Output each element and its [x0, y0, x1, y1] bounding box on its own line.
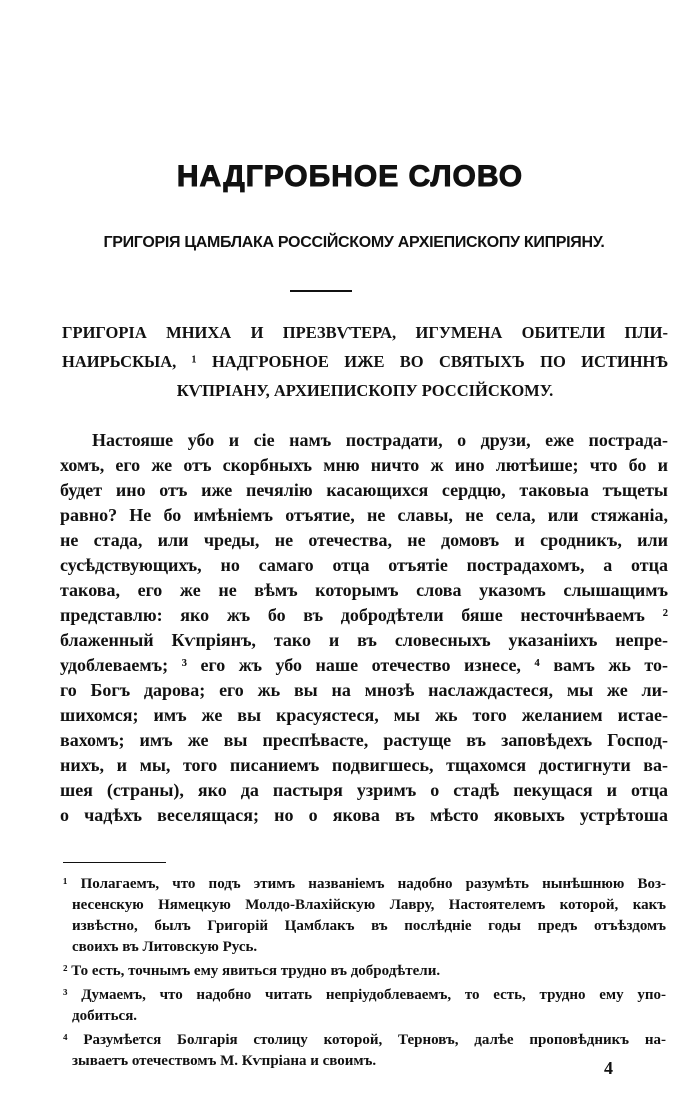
body-line: блаженный Кѵпріянъ, тако и въ словесныхъ указаніихъ непре-	[60, 630, 668, 650]
body-line: будет ино отъ иже печялію касающихся сердцю, таковыа тъщеты	[60, 480, 668, 500]
body-line: не стада, или чреды, не отечества, не домовъ и сродникъ, или	[60, 530, 668, 550]
document-subtitle	[44, 228, 664, 258]
footnote-1-line: извѣстно, былъ Григорій Цамблакъ въ послѣдніе годы предъ отъѣздомъ	[72, 918, 666, 934]
body-line: представлю: яко жъ бо въ добродѣтели бяше несточнѣваемъ ²	[60, 605, 668, 625]
footnote-2-line: ² То есть, точнымъ ему явиться трудно въ добродѣтели.	[63, 963, 441, 979]
body-line: о чадѣхъ веселящася; но о якова въ мѣсто яковыхъ устрѣтоша	[60, 805, 668, 825]
footnote-3-line: ³ Думаемъ, что надобно читать непріудоблеваемъ, то есть, трудно ему упо-	[63, 987, 666, 1003]
body-line: шихомся; имъ же вы красуястеся, мы жь того желанием истае-	[60, 705, 668, 725]
page-number: 4	[604, 1058, 613, 1078]
body-line: удоблеваемъ; ³ его жъ убо наше отечество изнесе, ⁴ вамъ жь то-	[60, 655, 668, 675]
heading-line: ГРИГОРІА МНИХА И ПРЕЗВѴТЕРА, ИГУМЕНА ОБИТЕЛИ ПЛИ-	[62, 323, 668, 342]
footnote-4-line: ⁴ Разумѣется Болгарія столицу которой, Терновъ, далѣе проповѣдникъ на-	[63, 1032, 666, 1048]
footnote-1-line: несенскую Нямецкую Молдо-Влахійскую Лавру, Настоятелемъ которой, какъ	[72, 897, 666, 913]
footnote-1-line: своихъ въ Литовскую Русь.	[72, 939, 258, 955]
body-line: сусѣдствующихъ, но самаго отца отъятіе пострадахомъ, а отца	[60, 555, 668, 575]
footnote-3-line: добиться.	[72, 1008, 138, 1024]
body-line: хомъ, его же отъ скорбныхъ мню ничто ж ино лютѣише; что бо и	[60, 455, 668, 475]
body-line: вахомъ; имъ же вы преспѣвасте, растуще въ заповѣдехъ Господ-	[60, 730, 668, 750]
body-line: такова, его же не вѣмъ которымъ слова указомъ слышащимъ	[60, 580, 668, 600]
footnote-1-line: ¹ Полагаемъ, что подъ этимъ названіемъ надобно разумѣть нынѣшнюю Воз-	[63, 876, 666, 892]
heading-line: НАИРЬСКЫА, ¹ НАДГРОБНОЕ ИЖЕ ВО СВЯТЫХЪ ПО ИСТИННѢ	[62, 352, 668, 371]
body-line: Настояше убо и сіе намъ пострадати, о друзи, еже пострада-	[92, 430, 668, 450]
body-line: шея (страны), яко да пастыря узримъ о стадѣ пекущася и отца	[60, 780, 668, 800]
heading-line: КѴПРІАНУ, АРХИЕПИСКОПУ РОССІЙСКОМУ.	[176, 381, 554, 400]
footnote-4-line: зываетъ отечествомъ М. Кѵпріана и своимъ.	[72, 1053, 377, 1069]
footnote-divider	[63, 862, 166, 863]
body-line: го Богъ дарова; его жь вы на мнозѣ наслаждастеся, мы же ли-	[60, 680, 668, 700]
body-line: нихъ, и мы, того писаниемъ подвигшесь, тщахомся достигнути ва-	[60, 755, 668, 775]
body-line: равно? Не бо имѣніемъ отъятие, не славы, не села, или стяжаніа,	[60, 505, 668, 525]
document-title: НАДГРОБНОЕ СЛОВО	[176, 160, 524, 193]
title-divider	[290, 290, 352, 292]
subtitle-text: ГРИГОРІЯ ЦАМБЛАКА РОССІЙСКОМУ АРХІЕПИСКОПУ КИПРІЯНУ.	[103, 234, 605, 251]
